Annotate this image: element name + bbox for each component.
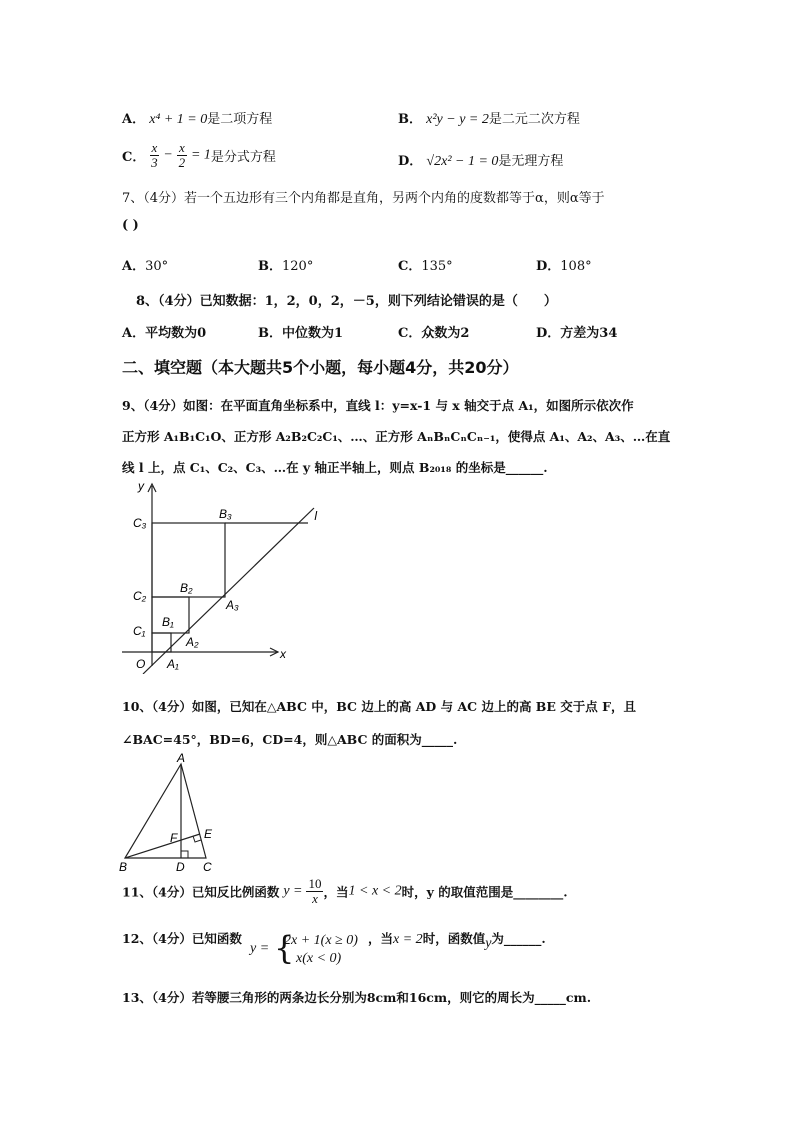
label-origin: O <box>136 657 146 671</box>
label-B2: B₂ <box>180 581 193 595</box>
label-B: B <box>119 860 128 874</box>
q8-option-d: D．方差为34 <box>536 326 618 341</box>
altitude-be <box>125 834 200 858</box>
q6-option-a <box>122 108 272 128</box>
section-heading: 二、填空题（本大题共5个小题，每小题4分，共20分） <box>122 358 519 377</box>
option-text: 是无理方程 <box>498 154 564 169</box>
label-B3: B₃ <box>219 507 232 521</box>
option-text: 是二元二次方程 <box>488 112 580 127</box>
label-C: C <box>203 860 212 874</box>
label-x: x <box>280 647 286 661</box>
q9-line1: 9、（4分）如图：在平面直角坐标系中，直线 l：y=x-1 与 x 轴交于点 A₁，如图所示依次作 <box>122 398 634 413</box>
option-label: A． <box>122 112 146 127</box>
brace: { <box>274 929 295 967</box>
label-A: A <box>177 751 186 765</box>
q10-line2: ∠BAC=45°，BD=6，CD=4，则△ABC 的面积为_____. <box>122 732 458 747</box>
q9-line3: 线 l 上，点 C₁、C₂、C₃、…在 y 轴正半轴上，则点 B₂₀₁₈ 的坐标是______. <box>122 460 548 475</box>
label-C2: C₂ <box>133 589 147 603</box>
equation: x⁴ + 1 = 0 <box>149 112 208 127</box>
q9-line2: 正方形 A₁B₁C₁O、正方形 A₂B₂C₂C₁、…、正方形 AₙBₙCₙCₙ₋₁，使得点 A₁、A₂、A₃、…在直 <box>122 429 671 444</box>
q12-prefix: 12、（4分）已知函数 <box>122 931 242 946</box>
triangle-abc <box>125 764 206 858</box>
q6-option-b <box>398 108 580 128</box>
q8-option-a: A．平均数为0 <box>122 326 207 341</box>
line-l <box>143 508 314 674</box>
fraction: $\frac{x}{2}$ <box>178 140 186 170</box>
label-C3: C₃ <box>133 516 147 530</box>
q7-option-c: C．135° <box>398 259 453 274</box>
q7-stem: 7、（4分）若一个五边形有三个内角都是直角，另两个内角的度数都等于α，则α等于 <box>122 191 605 206</box>
q11: 11、（4分）已知反比例函数 y = $\frac{10}{x}$ ，当1 < x < 2时，y 的取值范围是________. <box>122 876 568 906</box>
q13: 13、（4分）若等腰三角形的两条边长分别为8cm和16cm，则它的周长为_____cm. <box>122 990 592 1005</box>
q8-option-b: B．中位数为1 <box>258 326 344 341</box>
q8-stem: 8、（4分）已知数据：1，2，0，2，－5，则下列结论错误的是（ ） <box>136 294 557 309</box>
equation: √2x² − 1 = 0 <box>426 154 499 169</box>
q8-option-c: C．众数为2 <box>398 326 470 341</box>
label-A1: A₁ <box>167 657 179 671</box>
q7-option-b: B．120° <box>258 259 314 274</box>
option-label: B． <box>398 112 422 127</box>
label-F: F <box>170 831 178 845</box>
label-B1: B₁ <box>162 615 174 629</box>
q9-figure <box>118 478 318 674</box>
equals: = 1 <box>190 147 211 163</box>
label-A2: A₂ <box>186 635 199 649</box>
q7-option-d: D．108° <box>536 259 592 274</box>
q12-tail: ，当x = 2时，函数值y为______. <box>368 931 546 951</box>
q7-option-a: A．30° <box>122 259 169 274</box>
q6-option-c <box>122 141 276 170</box>
equation: x²y − y = 2 <box>426 112 489 127</box>
q10-figure <box>114 750 224 876</box>
label-A3: A₃ <box>226 598 239 612</box>
label-E: E <box>204 827 213 841</box>
fraction: $\frac{x}{3}$ <box>151 140 158 170</box>
minus-sign: − <box>163 147 173 163</box>
option-text: 是分式方程 <box>210 150 276 165</box>
label-C1: C₁ <box>133 624 146 638</box>
label-l: l <box>314 509 317 523</box>
q7-paren: ( ) <box>122 218 139 233</box>
option-label: C． <box>122 150 146 165</box>
fraction: $\frac{10}{x}$ <box>308 876 322 906</box>
label-y: y <box>138 479 144 493</box>
option-label: D． <box>398 154 423 169</box>
label-D: D <box>176 860 185 874</box>
right-angle-d <box>181 851 188 858</box>
option-text: 是二项方程 <box>207 112 273 127</box>
q10-line1: 10、（4分）如图，已知在△ABC 中，BC 边上的高 AD 与 AC 边上的高 BE 交于点 F，且 <box>122 699 636 714</box>
q6-option-d <box>398 150 563 170</box>
